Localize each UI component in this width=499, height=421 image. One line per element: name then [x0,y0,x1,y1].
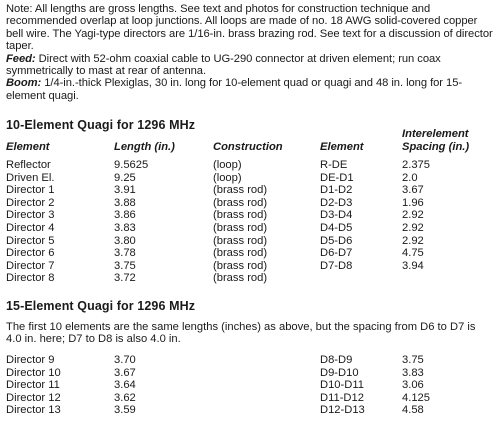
cell-element-pair: D8-D9 [320,354,353,366]
note-paragraph: Note: All lengths are gross lengths. See text and photos for construction technique and recommended overlap at loop junctions. All loops are made of no. 18 AWG solid-covered copper bell wire. The Yagi-type directors are 1/16-in. brass brazing rod. See text for a discussion of director taper. [6,3,493,53]
cell-element-pair: D5-D6 [320,234,353,247]
cell-spacing: 1.96 [402,196,424,209]
table15-intro: The first 10 elements are the same lengths (inches) as above, but the spacing from D6 to D7 is 4.0 in. here; D7 to D8 is also 4.0 in. [6,321,476,346]
table10-title: 10-Element Quagi for 1296 MHz [6,118,196,132]
notes-block [6,3,496,102]
cell-spacing: 3.75 [402,354,424,366]
cell-element-pair: D12-D13 [320,404,365,417]
cell-element: Director 2 [6,196,55,209]
cell-construction: (loop) [213,159,242,171]
cell-construction: (brass rod) [213,272,268,285]
cell-element-pair: D9-D10 [320,366,359,379]
cell-construction: (brass rod) [213,234,268,247]
cell-element: Director 1 [6,184,55,197]
cell-spacing: 3.06 [402,379,424,392]
cell-length: 3.59 [114,404,136,417]
cell-length: 3.78 [114,247,136,260]
table15-title: 15-Element Quagi for 1296 MHz [6,299,196,313]
cell-length: 9.25 [114,171,136,184]
cell-length: 3.62 [114,391,136,404]
table-row [6,209,496,222]
cell-construction: (loop) [213,171,242,184]
cell-length: 3.75 [114,259,136,272]
cell-element: Director 6 [6,247,55,260]
cell-element-pair: DE-D1 [320,171,354,184]
cell-construction: (brass rod) [213,209,268,222]
cell-length: 3.64 [114,379,136,392]
cell-spacing: 2.375 [402,159,430,171]
boom-label: Boom: [6,77,42,90]
cell-element: Director 3 [6,209,55,222]
cell-element: Director 4 [6,222,55,234]
table-row [6,247,496,260]
cell-element-pair: D7-D8 [320,259,353,272]
cell-length: 9.5625 [114,159,149,171]
cell-element: Director 13 [6,404,61,417]
cell-spacing: 4.58 [402,404,424,417]
cell-element: Driven El. [6,171,55,184]
cell-element: Director 8 [6,272,55,285]
cell-spacing: 2.92 [402,234,424,247]
cell-spacing: 2.92 [402,222,424,234]
feed-paragraph [6,53,496,78]
cell-construction: (brass rod) [213,222,268,234]
cell-length: 3.70 [114,354,136,366]
cell-element: Reflector [6,159,51,171]
table-row [6,159,496,172]
feed-text: Direct with 52-ohm coaxial cable to UG-290 connector at driven element; run coax symmetrically to mast at rear of antenna. [6,52,441,78]
cell-length: 3.88 [114,196,136,209]
cell-element-pair: D2-D3 [320,196,353,209]
cell-spacing: 3.94 [402,259,424,272]
cell-element: Director 9 [6,354,55,366]
cell-length: 3.72 [114,272,136,285]
table-row [6,197,496,210]
cell-length: 3.83 [114,222,136,234]
cell-element-pair: R-DE [320,159,348,171]
table-row [6,222,496,235]
header-spacing-line2: Spacing (in.) [402,141,470,153]
cell-element-pair: D1-D2 [320,184,353,197]
table-row [6,379,496,392]
cell-element-pair: D4-D5 [320,222,353,234]
header-element: Element [6,141,50,153]
cell-element-pair: D6-D7 [320,247,353,260]
table-row [6,354,496,367]
cell-spacing: 3.67 [402,184,424,197]
header-element-pair: Element [320,141,364,153]
header-spacing-line1: Interelement [402,128,469,140]
header-length: Length (in.) [114,141,175,153]
table-row [6,172,496,185]
table-row [6,272,496,285]
cell-element-pair: D3-D4 [320,209,353,222]
cell-spacing: 4.75 [402,247,424,260]
cell-spacing: 2.0 [402,171,418,184]
cell-element: Director 10 [6,366,61,379]
table-row [6,184,496,197]
cell-spacing: 4.125 [402,391,430,404]
feed-label: Feed: [6,52,36,65]
table-row [6,367,496,380]
cell-length: 3.80 [114,234,136,247]
cell-element: Director 7 [6,259,55,272]
boom-text: 1/4-in.-thick Plexiglas, 30 in. long for 10-element quad or quagi and 48 in. long for 15-element quagi. [6,77,463,102]
cell-spacing: 2.92 [402,209,424,222]
table-row [6,260,496,273]
cell-element: Director 5 [6,234,55,247]
cell-element-pair: D10-D11 [320,379,364,392]
cell-length: 3.91 [114,184,136,197]
cell-spacing: 3.83 [402,366,424,379]
cell-construction: (brass rod) [213,184,268,197]
table-row [6,404,496,417]
table-row [6,392,496,405]
cell-construction: (brass rod) [213,259,268,272]
cell-element-pair: D11-D12 [320,391,364,404]
cell-element: Director 11 [6,379,60,392]
boom-paragraph [6,77,496,102]
table-row [6,235,496,248]
document-page [6,3,496,421]
cell-construction: (brass rod) [213,247,268,260]
cell-construction: (brass rod) [213,196,268,209]
cell-element: Director 12 [6,391,61,404]
cell-length: 3.67 [114,366,136,379]
header-construction: Construction [213,141,283,153]
cell-length: 3.86 [114,209,136,222]
